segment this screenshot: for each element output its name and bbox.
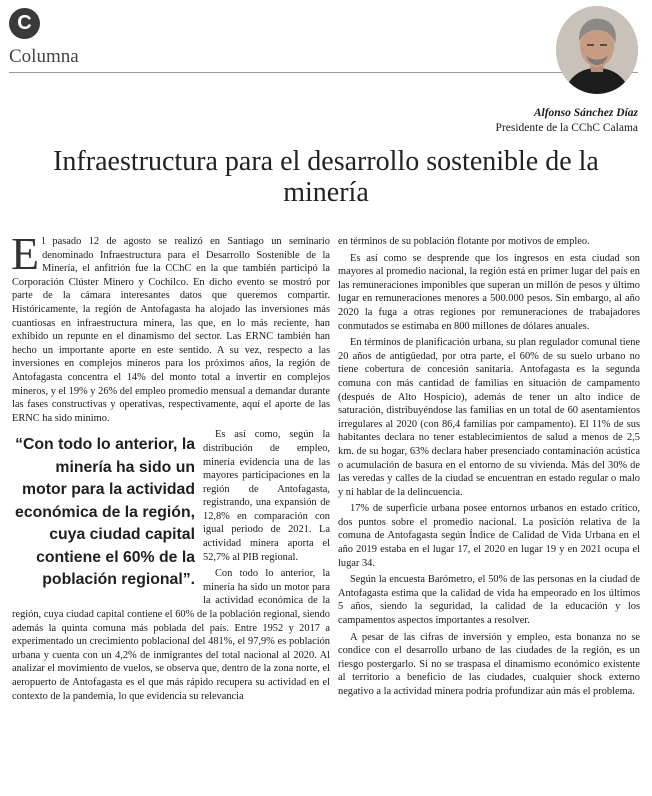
drop-cap: E (11, 228, 40, 279)
paragraph: En términos de planificación urbana, su plan regulador comunal tiene 20 años de antigüedad, por otra parte, el 60% de su suelo urbano no tiene cobertura de concesión sanitaria. Antofagasta es la segunda comuna con más cantidad de familias en situación de campamento (después de Alto Hospicio), además de tener un alto índice de saturación, distribuyéndose las familias en un total de 60 asentamientos irregulares al 2020 (con 86,4 familias por campamento). El 11% de sus habitantes declara no tener establecimientos de salud a menos de 2,5 km. de su hogar, 63% declara haber presenciado contaminación acústica o acumulación de basura en el entorno de su vivienda. Más del 30% de las veredas y calles de la ciudad se encuentran en estado regular o malo y ni hablar de la delincuencia. (338, 337, 640, 498)
right-column (338, 235, 640, 702)
author-photo (556, 6, 638, 94)
paragraph-text: l pasado 12 de agosto se realizó en Santiago un seminario denominado Infraestructura para el Desarrollo Sostenible de la Minería, el anfitrión fue la CChC en la que también participó la Corporación Clúster Minero y Cochilco. En dicho evento se mostró por parte de la cámara interesantes datos que queremos compartir. Históricamente, la región de Antofagasta ha alojado las inversiones más cuantiosas en infraestructura minera, las que, en lo más reciente, han exhibido un repunte en el dinamismo del sector. Las ERNC también han hecho un importante aporte en este sentido. A su vez, respecto a las inversiones en complejos mineros para los próximos años, la región de Antofagasta concentra el 14% del monto total a invertir en complejos mineros, y el 19% y 26% del empleo promedio mensual a demandar durante las fases constructivas y operativas, respectivamente, aquí el aporte de las ERNC ha sido mínimo. (12, 236, 330, 424)
author-role: Presidente de la CChC Calama (495, 122, 638, 134)
author-name: Alfonso Sánchez Díaz (533, 107, 638, 119)
section-label: Columna (9, 46, 79, 67)
author-portrait-icon (556, 6, 638, 94)
author-block (496, 106, 638, 136)
paragraph (11, 228, 330, 425)
logo-badge: C (9, 8, 40, 39)
header-divider (9, 72, 638, 73)
paragraph: Es así como, según la distribución de empleo, minería evidencia una de las mayores participaciones en la región de Antofagasta, registrando, una expansión de 12,8% en comparación con igual periodo de 2021. La actividad minera aporta el 52,7% al PIB regional. (203, 429, 330, 563)
paragraph: en términos de su población flotante por motivos de empleo. (338, 236, 590, 247)
paragraph: 17% de superficie urbana posee entornos urbanos en estado crítico, dos puntos sobre el promedio nacional. La posición relativa de la comuna de Antofagasta según Índice de Calidad de Vida Urbana en el año 2019 estaba en el lugar 17, el 2020 en lugar 19 y en 2021 ocupa el lugar 34. (338, 503, 640, 569)
paragraph: Según la encuesta Barómetro, el 50% de las personas en la ciudad de Antofagasta estima que la calidad de vida ha empeorado en los últimos 5 años, siendo la seguridad, la calidad de la educación y los campamentos aspectos importantes a resolver. (338, 574, 640, 627)
article-title: Infraestructura para el desarrollo sostenible de la minería (53, 146, 599, 208)
paragraph: A pesar de las cifras de inversión y empleo, esta bonanza no se condice con el desarrollo urbano de las ciudades de la región, es un riesgo postergarlo. Si no se traspasa el dinamismo económico existente al territorio a beneficio de las ciudades, cualquier shock externo negativo a la actividad minera podría profundizar aún más el problema. (338, 631, 640, 697)
pull-quote: “Con todo lo anterior, la minería ha sido un motor para la actividad económica de la región, cuya ciudad capital contiene el 60% de la población regional”. (15, 436, 195, 589)
paragraph: Con todo lo anterior, la minería ha sido un motor para la actividad económica de la región, cuya ciudad capital contiene el 60% de la población regional, siendo además la quinta comuna más poblada del país. Entre 1952 y 2017 a experimentado un crecimiento poblacional del 481%, el 97,9% es población urbana y cuenta con un 4,2% de inmigrantes del total nacional al 2020. Al analizar el movimiento de vuelos, se observa que, dentro de la zona norte, el aeropuerto de Antofagasta es el que más rápido recupera su actividad en el contexto de la pandemia, lo que evidencia su relevancia (12, 568, 330, 702)
left-column (11, 228, 330, 706)
paragraph: Es así como se desprende que los ingresos en esta ciudad son mayores al promedio nacional, la región está en primer lugar del país en las remuneraciones imponibles que superan un millón de pesos y último lugar en remuneraciones menores a 500.000 pesos. Sin embargo, al año 2020 la fuga a otras regiones por remuneraciones de trabajadores conmutados se estimaba en 800 millones de dólares anuales. (338, 252, 640, 332)
